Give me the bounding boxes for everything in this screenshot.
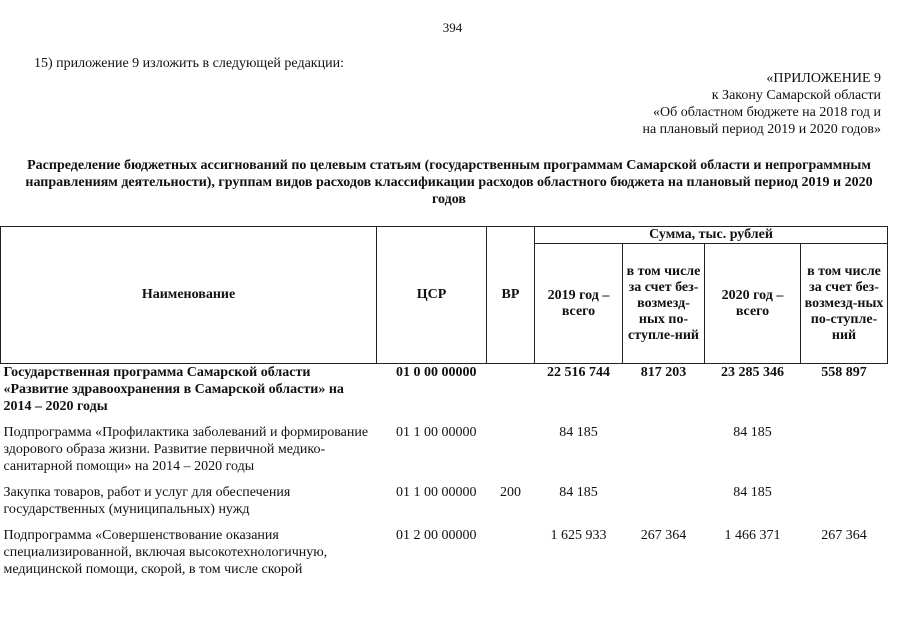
header-2020-total: 2020 год – всего (705, 244, 801, 364)
row-2019-total: 1 625 933 (550, 528, 607, 543)
row-name: Подпрограмма «Профилактика заболеваний и формирование здорового образа жизни. Развитие первичной медико-санитарной помощи» на 2014 – 2020 годы (3, 425, 369, 474)
header-name: Наименование (1, 227, 377, 364)
appendix-line-1: «ПРИЛОЖЕНИЕ 9 (766, 71, 881, 86)
row-name: Подпрограмма «Совершенствование оказания специализированной, включая высокотехнологичную, медицинской помощи, скорой, в том числе скорой (3, 528, 328, 577)
row-csr: 01 1 00 00000 (396, 425, 477, 440)
document-title: Распределение бюджетных ассигнований по целевым статьям (государственным программам Самарской области и непрограммным направлениям деятельности), группам видов расходов классификации расходов областного бюджета на плановый период 2019 и 2020 годов (25, 158, 873, 207)
row-vr (487, 364, 535, 416)
row-2020-total: 84 185 (733, 425, 772, 440)
row-vr (487, 527, 535, 578)
row-name: Закупка товаров, работ и услуг для обеспечения государственных (муниципальных) нужд (3, 485, 291, 517)
table-header (1, 227, 888, 364)
budget-table (0, 226, 888, 578)
row-vr: 200 (500, 485, 521, 500)
appendix-line-3: «Об областном бюджете на 2018 год и (653, 105, 881, 120)
page-number: 394 (442, 20, 463, 35)
header-csr: ЦСР (377, 227, 487, 364)
row-2019-total: 84 185 (559, 425, 598, 440)
appendix-header (642, 70, 881, 138)
header-2019-free: в том числе за счет без-возмезд-ных по-ступле-ний (623, 244, 705, 364)
row-vr (487, 424, 535, 475)
row-2020-free (801, 484, 888, 518)
header-2019-total: 2019 год – всего (535, 244, 623, 364)
header-sum: Сумма, тыс. рублей (535, 227, 888, 244)
appendix-line-4: на плановый период 2019 и 2020 годов» (642, 122, 881, 137)
row-2019-total: 22 516 744 (547, 365, 610, 380)
row-2020-total: 23 285 346 (721, 365, 784, 380)
header-vr: ВР (487, 227, 535, 364)
row-2019-free (623, 484, 705, 518)
row-2019-total: 84 185 (559, 485, 598, 500)
row-csr: 01 2 00 00000 (396, 528, 477, 543)
table-body (1, 364, 888, 579)
row-name: Государственная программа Самарской области «Развитие здравоохранения в Самарской области» на 2014 – 2020 годы (3, 365, 344, 414)
row-csr: 01 1 00 00000 (396, 485, 477, 500)
row-2020-free (801, 424, 888, 475)
row-2020-total: 1 466 371 (724, 528, 781, 543)
row-2019-free: 267 364 (640, 528, 687, 543)
table-row (1, 484, 888, 518)
header-2020-free: в том числе за счет без-возмезд-ных по-ступле-ний (801, 244, 888, 364)
row-2020-free: 267 364 (821, 528, 867, 543)
table-row (1, 527, 888, 578)
row-2020-free: 558 897 (821, 365, 867, 380)
table-row (1, 424, 888, 475)
table-row (1, 364, 888, 416)
row-2019-free: 817 203 (640, 365, 687, 380)
row-2019-free (623, 424, 705, 475)
appendix-line-2: к Закону Самарской области (711, 88, 881, 103)
row-2020-total: 84 185 (733, 485, 772, 500)
intro-line: 15) приложение 9 изложить в следующей редакции: (34, 56, 344, 71)
row-csr: 01 0 00 00000 (396, 365, 477, 380)
